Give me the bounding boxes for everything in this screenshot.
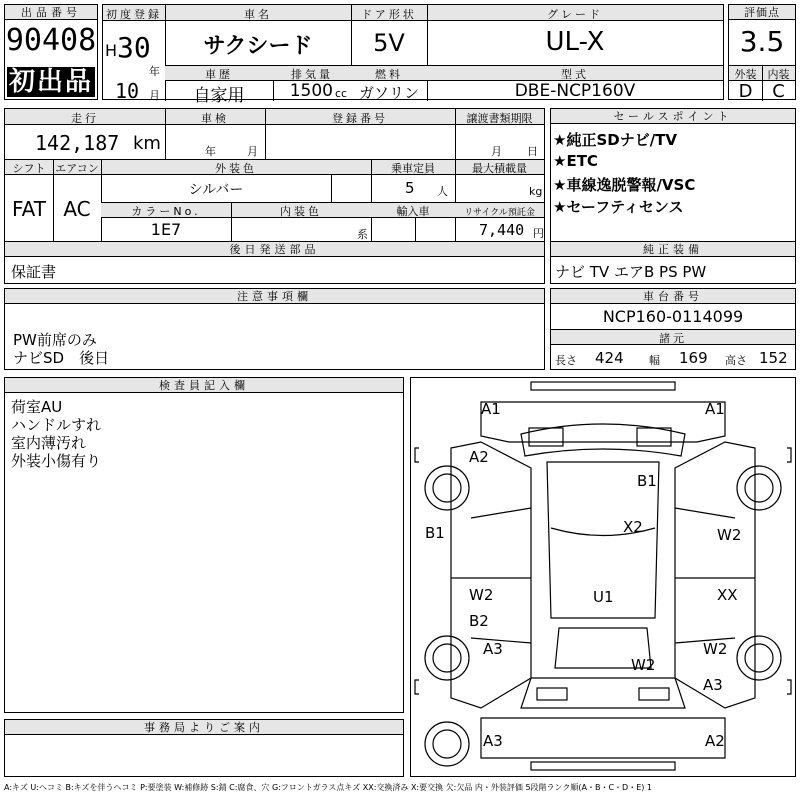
spec-label: 諸元 <box>659 332 687 345</box>
color-no: 1E7 <box>150 220 182 239</box>
door-type: 5V <box>373 29 405 57</box>
fuel-label: 燃料 <box>375 68 403 81</box>
mark-b1-left: B1 <box>425 524 445 542</box>
height: 152 <box>759 349 788 367</box>
office-label: 事務局よりご案内 <box>5 720 403 735</box>
mark-x2: X2 <box>623 518 643 536</box>
main-header-box <box>102 4 724 106</box>
door-label: ドア形状 <box>361 8 417 21</box>
car-diagram <box>411 378 795 776</box>
info-box <box>4 108 545 242</box>
inspector-label: 検査員記入欄 <box>5 378 403 393</box>
capacity-unit: 人 <box>437 185 448 198</box>
first-listing-badge: 初出品 <box>8 67 93 97</box>
reg-no-label: 登録番号 <box>332 112 388 125</box>
reg-year-unit: 年 <box>149 65 160 78</box>
inspector-line: 荷室AU <box>11 398 63 416</box>
recycle-unit: 円 <box>533 227 544 240</box>
later-parts-label: 後日発送部品 <box>5 242 544 257</box>
exterior-grade: D <box>738 81 753 102</box>
displacement-unit: cc <box>335 87 348 100</box>
chassis-label: 車台番号 <box>551 289 795 304</box>
recycle-amount: 7,440 <box>479 221 525 239</box>
mark-a2-left: A2 <box>469 448 489 466</box>
era: H <box>105 41 118 60</box>
inspector-line: 外装小傷有り <box>11 452 102 470</box>
height-label: 高さ <box>725 354 747 367</box>
mark-a3-right: A3 <box>703 676 723 694</box>
transfer-label: 譲渡書類期限 <box>466 112 533 125</box>
model-label: 型式 <box>561 68 589 81</box>
inspection-year-unit: 年 <box>205 145 216 158</box>
sales-point-item: ★セーフティセンス <box>553 198 684 216</box>
interior-label: 内装 <box>767 68 790 81</box>
history-label: 車歴 <box>205 68 233 81</box>
grade: UL-X <box>545 27 605 57</box>
ac-label: エアコン <box>55 162 99 175</box>
later-parts-value: 保証書 <box>11 263 57 281</box>
inspector-box <box>4 377 404 713</box>
int-color-label: 内装色 <box>280 205 322 218</box>
lot-number: 90408 <box>5 23 97 58</box>
color-no-label: カラーNo. <box>131 205 201 218</box>
office-box <box>4 719 404 777</box>
transfer-month-unit: 月 <box>491 145 502 158</box>
sales-points-label: セールスポイント <box>551 109 795 124</box>
mark-w2-left: W2 <box>469 586 494 604</box>
notes-line: ナビSD 後日 <box>13 349 110 367</box>
lot-number-box <box>4 4 98 100</box>
notes-line: PW前席のみ <box>13 331 97 349</box>
history: 自家用 <box>193 86 245 106</box>
capacity: 5 <box>405 179 415 197</box>
car-name-label: 車名 <box>244 8 272 21</box>
notes-label: 注意事項欄 <box>5 289 544 304</box>
ext-color: シルバー <box>188 182 244 198</box>
chassis-number: NCP160-0114099 <box>602 307 744 326</box>
sales-point-item: ★純正SDナビ/TV <box>553 131 678 149</box>
sales-points-box <box>550 108 796 242</box>
reg-month: 10 <box>115 79 140 103</box>
mark-b2: B2 <box>469 612 489 630</box>
width-label: 幅 <box>649 354 660 367</box>
length-label: 長さ <box>555 354 577 367</box>
length: 424 <box>595 349 624 367</box>
score: 3.5 <box>739 25 785 58</box>
interior-grade: C <box>772 81 785 102</box>
model-code: DBE-NCP160V <box>514 81 636 101</box>
chassis-box <box>550 288 796 370</box>
first-reg-label: 初度登録 <box>106 8 162 21</box>
mark-b1-top: B1 <box>637 472 657 490</box>
score-box <box>728 4 796 100</box>
sales-point-item: ★車線逸脱警報/VSC <box>553 176 696 194</box>
mark-w2-right-2: W2 <box>703 640 728 658</box>
inspection-label: 車検 <box>201 112 229 125</box>
mark-a3-left: A3 <box>483 640 503 658</box>
inspector-line: 室内薄汚れ <box>11 434 87 452</box>
shift-label: シフト <box>12 162 46 175</box>
equipment-value: ナビ TV エアB PS PW <box>555 263 707 281</box>
displacement: 1500 <box>289 81 333 101</box>
lot-number-label: 出品番号 <box>5 5 97 20</box>
inspector-line: ハンドルすれ <box>11 416 102 434</box>
car-name: サクシード <box>203 34 313 59</box>
mark-a1-left: A1 <box>481 400 501 418</box>
mark-w2-center: W2 <box>631 656 656 674</box>
reg-month-unit: 月 <box>149 89 160 102</box>
mileage-label: 走行 <box>71 112 99 125</box>
legend: A:キズ U:ヘコミ B:キズを伴うヘコミ P:要塗装 W:補修跡 S:錆 C:腐食、穴 G:フロントガラス点キズ XX:交換済み X:要交換 欠:欠品 内・外装評価 5段階ランク順(A・B・C・D・E) 1 <box>4 783 653 792</box>
mark-u1: U1 <box>593 588 614 606</box>
mileage: 142,187 <box>35 131 120 155</box>
grade-label: グレード <box>547 8 603 21</box>
ac: AC <box>63 197 91 221</box>
reg-year: 30 <box>117 31 151 64</box>
max-load-unit: kg <box>529 185 543 198</box>
mark-a2-bottom-right: A2 <box>705 732 725 750</box>
ext-color-label: 外装色 <box>215 162 257 175</box>
inspection-month-unit: 月 <box>247 145 258 158</box>
equipment-label: 純正装備 <box>551 242 795 257</box>
car-diagram-box <box>410 377 796 777</box>
transfer-day-unit: 日 <box>527 145 538 158</box>
mark-w2-right-1: W2 <box>717 526 742 544</box>
mark-a1-right: A1 <box>705 400 725 418</box>
equipment-box <box>550 241 796 284</box>
later-parts-box <box>4 241 545 284</box>
mark-xx: XX <box>717 586 738 604</box>
score-label: 評価点 <box>729 5 795 20</box>
int-color-unit: 系 <box>357 228 368 241</box>
max-load-label: 最大積載量 <box>472 162 527 175</box>
mark-a3-bottom-left: A3 <box>483 732 503 750</box>
fuel: ガソリン <box>358 84 419 102</box>
displacement-label: 排気量 <box>291 68 333 81</box>
mileage-unit: km <box>133 133 161 154</box>
exterior-label: 外装 <box>734 68 757 81</box>
notes-box <box>4 288 545 370</box>
sales-point-item: ★ETC <box>553 152 598 170</box>
shift: FAT <box>11 197 46 221</box>
recycle-label: リサイクル預託金 <box>464 208 535 218</box>
import-label: 輸入車 <box>396 205 430 218</box>
capacity-label: 乗車定員 <box>391 162 435 175</box>
width: 169 <box>679 349 708 367</box>
